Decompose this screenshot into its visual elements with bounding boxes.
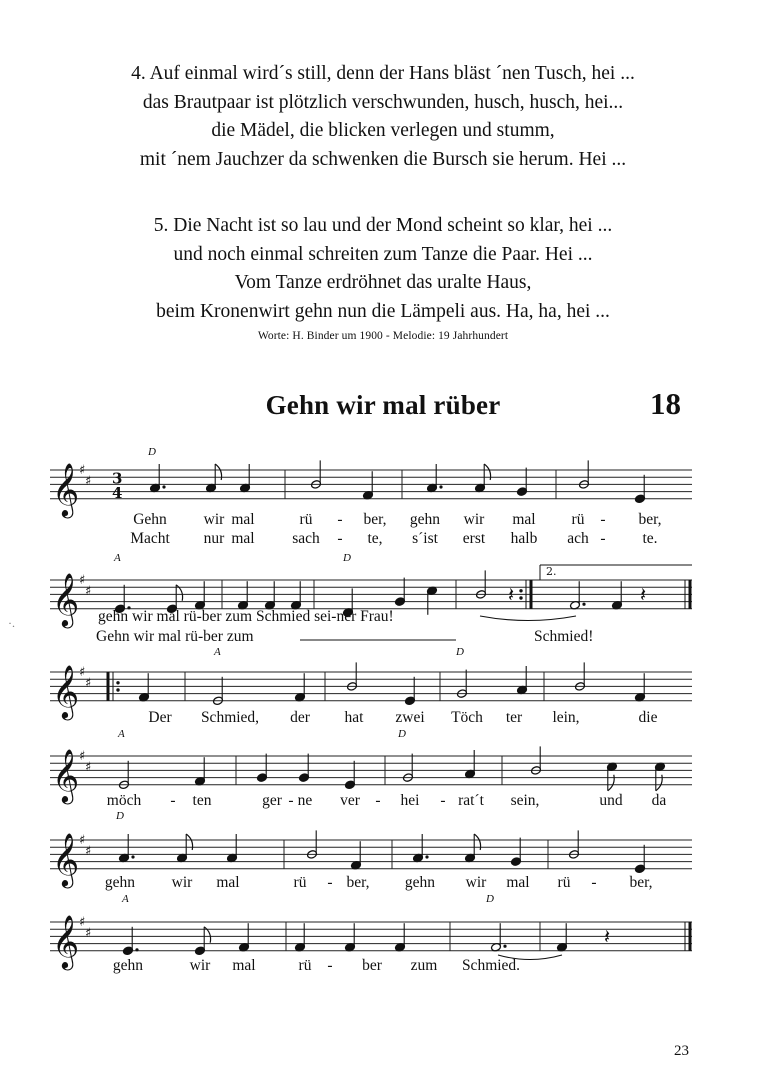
chord-label: D bbox=[486, 893, 494, 905]
sharp-icon: ♯ bbox=[79, 833, 86, 848]
lyric-word: - bbox=[375, 792, 381, 809]
lyric-word: zum bbox=[410, 957, 438, 974]
lyric-word: Töch bbox=[451, 709, 483, 726]
lyric-word: Macht bbox=[130, 530, 170, 547]
lyric-word: hei bbox=[400, 792, 420, 809]
lyric-word: - bbox=[440, 792, 446, 809]
lyric-word: rü bbox=[298, 957, 312, 974]
quarter-rest-icon: 𝄽 bbox=[604, 924, 611, 949]
lyric-word: der bbox=[290, 709, 310, 726]
sharp-icon: ♯ bbox=[85, 473, 92, 489]
lyric-word: - bbox=[327, 957, 333, 974]
lyric-word: gehn bbox=[112, 957, 144, 974]
sharp-icon: ♯ bbox=[85, 843, 92, 859]
sharp-icon: ♯ bbox=[79, 573, 86, 588]
lyric-word: Gehn bbox=[133, 511, 167, 528]
lyric-word: te. bbox=[642, 530, 658, 547]
treble-clef-icon: 𝄞 bbox=[52, 913, 80, 968]
lyric-word: sein, bbox=[510, 792, 540, 809]
lyric-word: ber bbox=[362, 957, 382, 974]
time-signature-top: 3 bbox=[112, 469, 123, 488]
volta-label: 2. bbox=[546, 565, 557, 578]
lyric-word: ver bbox=[340, 792, 360, 809]
sharp-icon: ♯ bbox=[79, 915, 86, 930]
lyric-word: die bbox=[638, 709, 658, 726]
lyric-word: da bbox=[651, 792, 667, 809]
note-dot bbox=[582, 603, 585, 606]
lyric-word: - bbox=[288, 792, 294, 809]
repeat-dot bbox=[519, 589, 522, 592]
lyric-word: - bbox=[591, 874, 597, 891]
treble-clef-icon: 𝄞 bbox=[52, 663, 80, 718]
lyric-word: rü bbox=[299, 511, 313, 528]
lyric-word: ter bbox=[505, 709, 523, 726]
lyric-word: wir bbox=[171, 874, 193, 891]
quarter-rest-icon: 𝄽 bbox=[508, 582, 515, 607]
verse-4-line-2: das Brautpaar ist plötzlich verschwunden, husch, husch, hei... bbox=[142, 91, 624, 113]
verse-4-line-3: die Mädel, die blicken verlegen und stumm, bbox=[211, 120, 555, 141]
treble-clef-icon: 𝄞 bbox=[52, 461, 80, 516]
lyric-word: ber, bbox=[638, 511, 662, 528]
quarter-rest-icon: 𝄽 bbox=[640, 582, 647, 607]
lyric-word: mal bbox=[506, 874, 530, 891]
lyric-word: rü bbox=[293, 874, 307, 891]
chord-label: A bbox=[118, 728, 125, 740]
lyric-word: sach bbox=[292, 530, 320, 547]
lyric-word: hat bbox=[344, 709, 364, 726]
lyric-word: mal bbox=[232, 957, 256, 974]
lyric-word: lein, bbox=[552, 709, 580, 726]
lyric-word: und bbox=[599, 792, 623, 809]
verse-4-line-1: 4. Auf einmal wird´s still, denn der Hans bläst ´nen Tusch, hei ... bbox=[131, 63, 635, 84]
lyric-word: Schmied. bbox=[461, 957, 521, 974]
lyric-word: wir bbox=[203, 511, 225, 528]
lyric-word: wir bbox=[463, 511, 485, 528]
lyric-word: ach bbox=[567, 530, 589, 547]
lyric-word: mal bbox=[231, 530, 255, 547]
lyric-word: wir bbox=[465, 874, 487, 891]
lyric-word: zwei bbox=[395, 709, 425, 726]
song-title: Gehn wir mal rüber bbox=[265, 390, 501, 420]
verse-5-line-2: und noch einmal schreiten zum Tanze die Paar. Hei ... bbox=[173, 243, 593, 265]
lyric-word: Der bbox=[148, 709, 172, 726]
lyric-word: rü bbox=[571, 511, 585, 528]
lyric-word: mal bbox=[512, 511, 536, 528]
repeat-dot bbox=[116, 681, 119, 684]
lyric-word: ne bbox=[297, 792, 313, 809]
page-number: 23 bbox=[674, 1043, 689, 1059]
chord-label: D bbox=[116, 810, 124, 822]
sharp-icon: ♯ bbox=[85, 675, 92, 691]
lyric-word: rü bbox=[557, 874, 571, 891]
sharp-icon: ♯ bbox=[85, 583, 92, 599]
sharp-icon: ♯ bbox=[79, 665, 86, 680]
lyric-word: ber, bbox=[363, 511, 387, 528]
lyric-word: gehn bbox=[404, 874, 436, 891]
note-dot bbox=[162, 485, 165, 488]
repeat-dot bbox=[116, 688, 119, 691]
treble-clef-icon: 𝄞 bbox=[52, 571, 80, 626]
lyric-word: ber, bbox=[346, 874, 370, 891]
lyric-word: mal bbox=[216, 874, 240, 891]
note-dot bbox=[503, 945, 506, 948]
lyric-word: - bbox=[327, 874, 333, 891]
treble-clef-icon: 𝄞 bbox=[52, 831, 80, 886]
stray-mark: ·. bbox=[8, 616, 15, 630]
lyric-word: möch bbox=[106, 792, 142, 809]
verse-4-line-4: mit ´nem Jauchzer da schwenken die Bursch sie herum. Hei ... bbox=[139, 148, 627, 170]
lyric-word: - bbox=[337, 530, 343, 547]
chord-label: A bbox=[114, 552, 121, 564]
lyric-line: Gehn wir mal rü-ber zum bbox=[96, 628, 254, 645]
song-number: 18 bbox=[650, 386, 681, 421]
song-credit: Worte: H. Binder um 1900 - Melodie: 19 Jahrhundert bbox=[257, 330, 509, 342]
lyric-word: - bbox=[600, 530, 606, 547]
note-dot bbox=[135, 948, 138, 951]
sharp-icon: ♯ bbox=[85, 759, 92, 775]
lyric-word: - bbox=[337, 511, 343, 528]
chord-label: A bbox=[122, 893, 129, 905]
sharp-icon: ♯ bbox=[79, 749, 86, 764]
note-dot bbox=[131, 855, 134, 858]
chord-label: D bbox=[398, 728, 406, 740]
lyric-word: Schmied, bbox=[200, 709, 260, 726]
lyric-word: s´ist bbox=[412, 530, 438, 547]
lyric-word: halb bbox=[510, 530, 538, 547]
chord-label: D bbox=[343, 552, 351, 564]
lyric-word: rat´t bbox=[458, 792, 484, 809]
lyric-word: gehn bbox=[409, 511, 441, 528]
chord-label: D bbox=[148, 446, 156, 458]
lyric-word: - bbox=[600, 511, 606, 528]
treble-clef-icon: 𝄞 bbox=[52, 747, 80, 802]
lyric-word: gehn bbox=[104, 874, 136, 891]
lyric-word: te, bbox=[367, 530, 383, 547]
note-dot bbox=[439, 485, 442, 488]
note-dot bbox=[425, 855, 428, 858]
lyric-word: wir bbox=[189, 957, 211, 974]
sharp-icon: ♯ bbox=[85, 925, 92, 941]
lyric-word: ger bbox=[262, 792, 282, 809]
sharp-icon: ♯ bbox=[79, 463, 86, 478]
chord-label: D bbox=[456, 646, 464, 658]
lyric-line: Schmied! bbox=[534, 628, 594, 645]
repeat-dot bbox=[519, 596, 522, 599]
verse-5-line-4: beim Kronenwirt gehn nun die Lämpeli aus. Ha, ha, hei ... bbox=[156, 300, 610, 322]
lyric-word: ber, bbox=[629, 874, 653, 891]
lyric-word: nur bbox=[203, 530, 225, 547]
tie bbox=[480, 616, 576, 621]
lyric-word: - bbox=[170, 792, 176, 809]
lyric-word: mal bbox=[231, 511, 255, 528]
lyric-line: gehn wir mal rü-ber zum Schmied sei-ner Frau! bbox=[98, 608, 394, 625]
time-signature-bottom: 4 bbox=[112, 483, 123, 502]
verse-5-line-1: 5. Die Nacht ist so lau und der Mond scheint so klar, hei ... bbox=[153, 215, 613, 236]
chord-label: A bbox=[214, 646, 221, 658]
lyric-word: erst bbox=[462, 530, 486, 547]
verse-5-line-3: Vom Tanze erdröhnet das uralte Haus, bbox=[234, 272, 532, 293]
lyric-word: ten bbox=[192, 792, 212, 809]
